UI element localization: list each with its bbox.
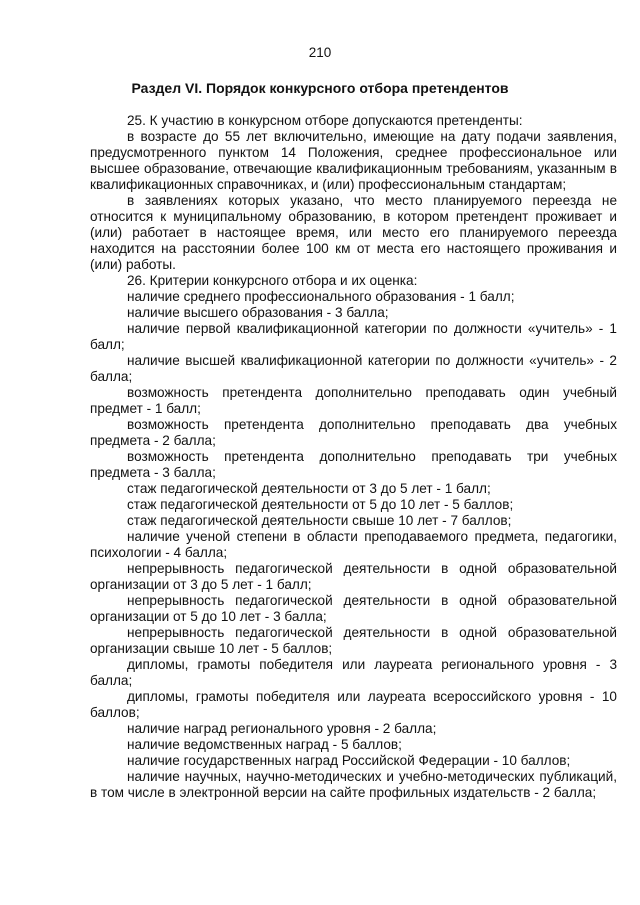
paragraph: стаж педагогической деятельности свыше 10 лет - 7 баллов; [127,513,512,528]
paragraph: возможность претендента дополнительно преподавать один учебный предмет - 1 балл; [90,385,617,416]
paragraph: в заявлениях которых указано, что место планируемого переезда не относится к муниципальному образованию, в котором претендент проживает и (или) работает в настоящее время, или место его планируемого переезда находится на расстоянии более 100 км от места его настоящего проживания и (или) работы. [90,193,617,272]
paragraph: возможность претендента дополнительно преподавать три учебных предмета - 3 балла; [90,449,617,480]
paragraph: наличие ученой степени в области преподаваемого предмета, педагогики, психологии - 4 балла; [90,529,617,560]
paragraph: в возрасте до 55 лет включительно, имеющие на дату подачи заявления, предусмотренного пунктом 14 Положения, среднее профессиональное или высшее образование, отвечающие квалификационным требованиям, указанным в квалификационных справочниках, и (или) профессиональным стандартам; [90,129,617,192]
paragraph: дипломы, грамоты победителя или лауреата всероссийского уровня - 10 баллов; [90,689,617,720]
paragraph: наличие государственных наград Российской Федерации - 10 баллов; [127,753,571,768]
paragraph: наличие научных, научно-методических и учебно-методических публикаций, в том числе в электронной версии на сайте профильных издательств - 2 балла; [90,769,617,800]
paragraph: возможность претендента дополнительно преподавать два учебных предмета - 2 балла; [90,417,617,448]
paragraph: непрерывность педагогической деятельности в одной образовательной организации от 5 до 10 лет - 3 балла; [90,593,617,624]
paragraph: наличие высшего образования - 3 балла; [127,305,389,320]
document-body [90,113,617,801]
paragraph: непрерывность педагогической деятельности в одной образовательной организации свыше 10 лет - 5 баллов; [90,625,617,656]
paragraph: наличие наград регионального уровня - 2 балла; [127,721,437,736]
paragraph: дипломы, грамоты победителя или лауреата регионального уровня - 3 балла; [90,657,617,688]
paragraph: стаж педагогической деятельности от 3 до 5 лет - 1 балл; [127,481,491,496]
page-number: 210 [308,45,332,60]
paragraph: 26. Критерии конкурсного отбора и их оценка: [127,273,418,288]
section-title: Раздел VI. Порядок конкурсного отбора претендентов [131,80,509,96]
paragraph: наличие ведомственных наград - 5 баллов; [127,737,402,752]
paragraph: наличие среднего профессионального образования - 1 балл; [127,289,515,304]
paragraph: непрерывность педагогической деятельности в одной образовательной организации от 3 до 5 лет - 1 балл; [90,561,617,592]
paragraph: стаж педагогической деятельности от 5 до 10 лет - 5 баллов; [127,497,514,512]
paragraph: наличие первой квалификационной категории по должности «учитель» - 1 балл; [90,321,617,352]
paragraph: наличие высшей квалификационной категории по должности «учитель» - 2 балла; [90,353,617,384]
paragraph: 25. К участию в конкурсном отборе допускаются претенденты: [127,113,523,128]
